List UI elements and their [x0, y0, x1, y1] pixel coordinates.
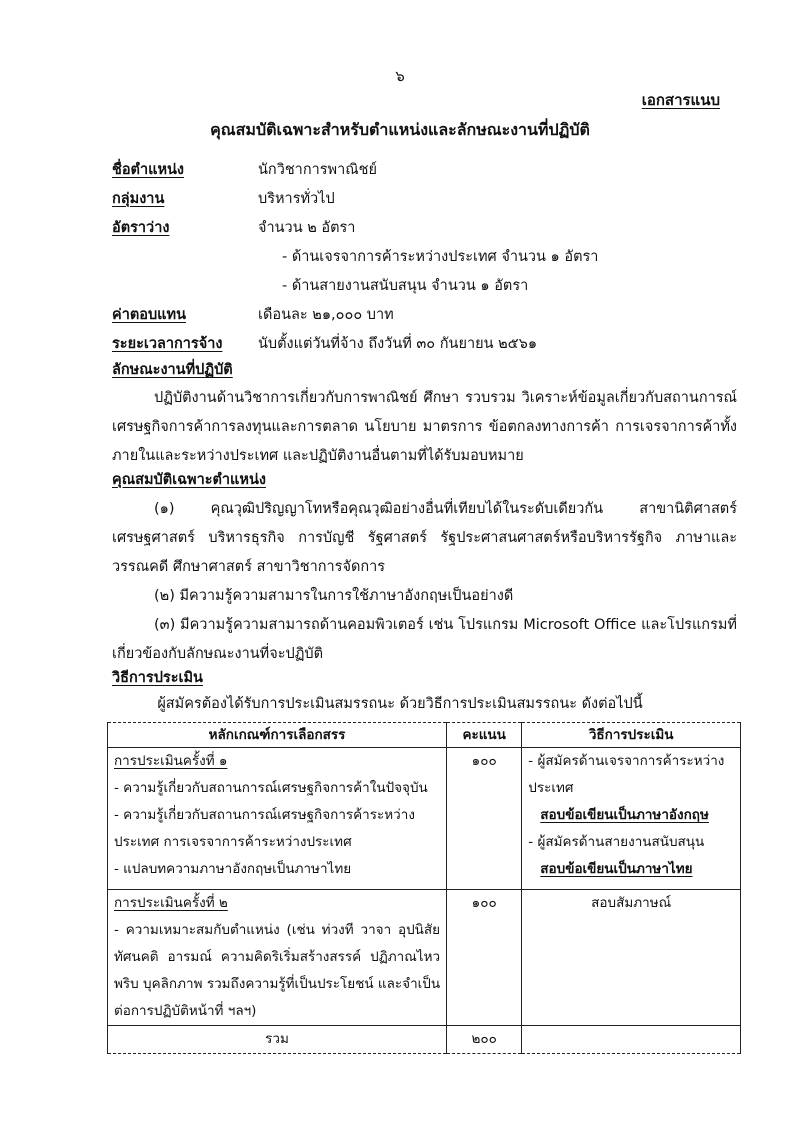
- evaluation-table: [107, 722, 741, 1054]
- table-row: [108, 890, 741, 1026]
- column-header-score: คะแนน: [447, 723, 522, 748]
- work-group-label: กลุ่มงาน: [112, 191, 165, 207]
- vacancy-detail-trade: - ด้านเจรจาการค้าระหว่างประเทศ จำนวน ๑ อัตรา: [282, 249, 599, 265]
- table-row: [108, 748, 741, 890]
- total-empty-cell: [522, 1026, 741, 1054]
- method-trade-exam: สอบข้อเขียนเป็นภาษาอังกฤษ: [540, 807, 709, 823]
- job-description-heading: ลักษณะงานที่ปฏิบัติ: [112, 362, 233, 378]
- round-1-criterion: - ความรู้เกี่ยวกับสถานการณ์เศรษฐกิจการค้าระหว่างประเทศ การเจรจาการค้าระหว่างประเทศ: [114, 807, 415, 850]
- qualification-item-2: (๒) มีความรู้ความสามารในการใช้ภาษาอังกฤษเป็นอย่างดี: [154, 588, 514, 604]
- round-2-score: ๑๐๐: [447, 890, 522, 1026]
- method-support-exam: สอบข้อเขียนเป็นภาษาไทย: [540, 861, 693, 877]
- job-description-text: ปฏิบัติงานด้านวิชาการเกี่ยวกับการพาณิชย์ ศึกษา รวบรวม วิเคราะห์ข้อมูลเกี่ยวกับสถานการณ์เศรษฐกิจการค้าการลงทุนและการตลาด นโยบาย มาตรการ ข้อตกลงทางการค้า การเจรจาการค้าทั้งภายในและระหว่างประเทศ และปฏิบัติงานอื่นตามที่ได้รับมอบหมาย: [112, 390, 737, 464]
- vacancy-detail-support: - ด้านสายงานสนับสนุน จำนวน ๑ อัตรา: [282, 278, 529, 294]
- qualification-item-3: (๓) มีความรู้ความสามารถด้านคอมพิวเตอร์ เช่น โปรแกรม Microsoft Office และโปรแกรมที่เกี่ยวข้องกับลักษณะงานที่จะปฏิบัติ: [112, 617, 737, 662]
- qualifications-heading: คุณสมบัติเฉพาะตำแหน่ง: [112, 472, 266, 488]
- vacancy-value: จำนวน ๒ อัตรา: [258, 220, 356, 236]
- total-score: ๒๐๐: [447, 1026, 522, 1054]
- evaluation-heading: วิธีการประเมิน: [112, 670, 203, 686]
- qualification-item-1: (๑) คุณวุฒิปริญญาโทหรือคุณวุฒิอย่างอื่นที่เทียบได้ในระดับเดียวกัน สาขานิติศาสตร์ เศรษฐศาสตร์ บริหารธุรกิจ การบัญชี รัฐศาสตร์ รัฐประศาสนศาสตร์หรือบริหารรัฐกิจ ภาษาและวรรณคดี ศึกษาศาสตร์ สาขาวิชาการจัดการ: [112, 501, 737, 575]
- position-name-label: ชื่อตำแหน่ง: [112, 162, 185, 178]
- total-label: รวม: [108, 1026, 447, 1054]
- round-2-criterion: - ความเหมาะสมกับตำแหน่ง (เช่น ท่วงที วาจา อุปนิสัย ทัศนคติ อารมณ์ ความคิดริเริ่มสร้างสรรค์ ปฏิภาณไหวพริบ บุคลิกภาพ รวมถึงความรู้ที่เป็นประโยชน์ และจำเป็นต่อการปฏิบัติหน้าที่ ฯลฯ): [114, 922, 441, 1019]
- round-1-criterion: - ความรู้เกี่ยวกับสถานการณ์เศรษฐกิจการค้าในปัจจุบัน: [114, 780, 428, 796]
- column-header-criteria: หลักเกณฑ์การเลือกสรร: [108, 723, 447, 748]
- round-2-title: การประเมินครั้งที่ ๒: [114, 895, 228, 911]
- employment-period-label: ระยะเวลาการจ้าง: [112, 336, 223, 352]
- method-support-applicant: - ผู้สมัครด้านสายงานสนับสนุน: [528, 834, 705, 850]
- table-total-row: [108, 1026, 741, 1054]
- page-number: ๖: [395, 67, 405, 85]
- round-1-score: ๑๐๐: [447, 748, 522, 890]
- round-2-method: สอบสัมภาษณ์: [522, 890, 741, 1026]
- method-trade-applicant: - ผู้สมัครด้านเจรจาการค้าระหว่างประเทศ: [528, 753, 725, 796]
- compensation-value: เดือนละ ๒๑,๐๐๐ บาท: [258, 307, 394, 323]
- column-header-method: วิธีการประเมิน: [522, 723, 741, 748]
- work-group-value: บริหารทั่วไป: [258, 191, 335, 207]
- round-1-criterion: - แปลบทความภาษาอังกฤษเป็นภาษาไทย: [114, 861, 352, 877]
- round-1-title: การประเมินครั้งที่ ๑: [114, 753, 228, 769]
- evaluation-intro: ผู้สมัครต้องได้รับการประเมินสมรรถนะ ด้วยวิธีการประเมินสมรรถนะ ดังต่อไปนี้: [157, 696, 643, 712]
- vacancy-label: อัตราว่าง: [112, 220, 170, 236]
- employment-period-value: นับตั้งแต่วันที่จ้าง ถึงวันที่ ๓๐ กันยายน ๒๕๖๑: [258, 336, 538, 352]
- document-title: คุณสมบัติเฉพาะสำหรับตำแหน่งและลักษณะงานที่ปฏิบัติ: [210, 120, 590, 139]
- position-name-value: นักวิชาการพาณิชย์: [258, 162, 378, 178]
- attachment-label: เอกสารแนบ: [641, 91, 720, 109]
- compensation-label: ค่าตอบแทน: [112, 307, 186, 323]
- table-header-row: [108, 723, 741, 748]
